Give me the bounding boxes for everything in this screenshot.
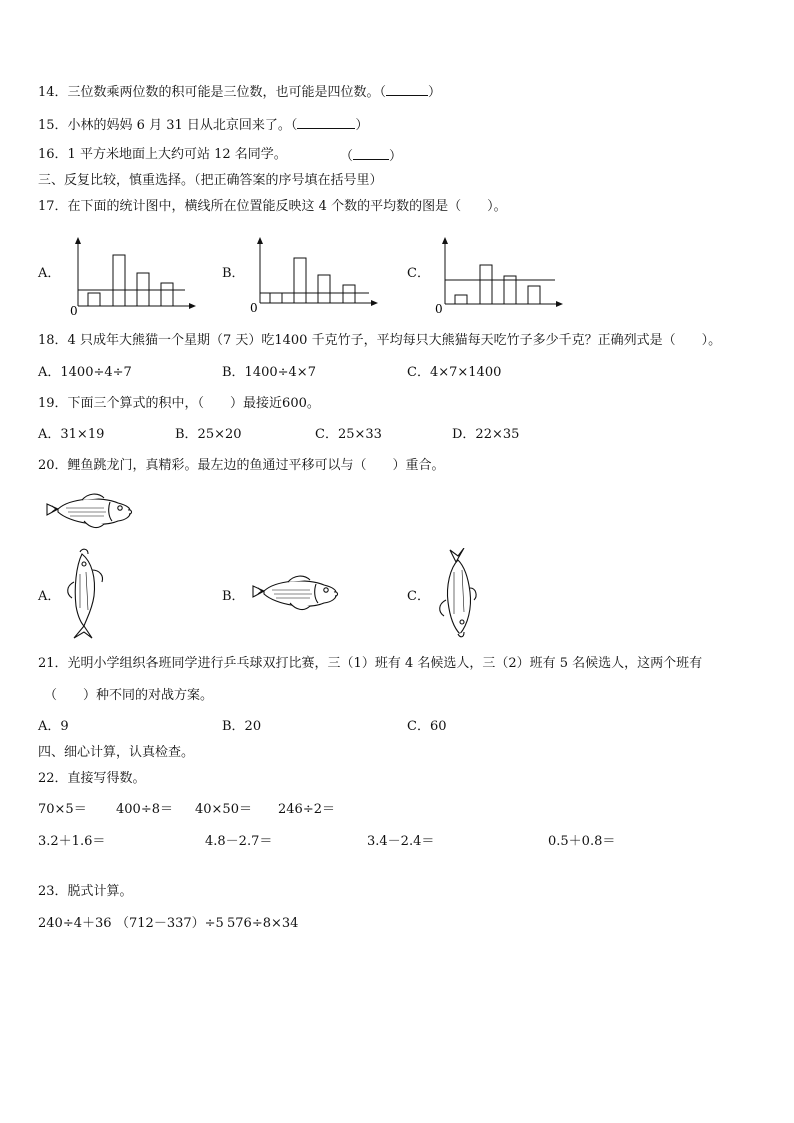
question-21-text: 21．光明小学组织各班同学进行乒乓球双打比赛，三（1）班有 4 名候选人，三（2）班有 5 名候选人，这两个班有: [38, 656, 703, 671]
question-16-text: 16．1 平方米地面上大约可站 12 名同学。: [38, 147, 287, 162]
q22-item-7[interactable]: 3.4－2.4＝: [367, 834, 435, 849]
q17-chart-b[interactable]: [248, 236, 384, 316]
q17-chart-a[interactable]: [64, 236, 200, 316]
question-15-text: 15．小林的妈妈 6 月 31 日从北京回来了。（: [38, 118, 298, 133]
reference-fish-image: [44, 490, 134, 536]
q23-item-3[interactable]: 576÷8×34: [227, 916, 299, 931]
q19-option-c[interactable]: C．25×33: [315, 427, 382, 442]
q18-option-b[interactable]: B．1400÷4×7: [222, 365, 316, 380]
q22-item-4[interactable]: 246÷2＝: [278, 802, 335, 817]
q17-chart-c-zero: 0: [435, 302, 443, 316]
q20-option-c-fish[interactable]: [430, 548, 484, 640]
answer-blank-14[interactable]: [386, 83, 428, 96]
q17-label-a: A．: [38, 266, 61, 281]
question-14: 14．三位数乘两位数的积可能是三位数，也可能是四位数。（ ）: [38, 85, 442, 100]
q17-chart-a-zero: 0: [70, 304, 78, 316]
q22-item-1[interactable]: 70×5＝: [38, 802, 87, 817]
q22-item-2[interactable]: 400÷8＝: [116, 802, 173, 817]
question-20-text: 20．鲤鱼跳龙门，真精彩。最左边的鱼通过平移可以与（ ）重合。: [38, 458, 445, 473]
question-21-text-continued: （ ）种不同的对战方案。: [44, 688, 214, 703]
answer-blank-16[interactable]: [353, 147, 389, 160]
question-14-text: 14．三位数乘两位数的积可能是三位数，也可能是四位数。（: [38, 85, 387, 100]
q20-option-b-fish[interactable]: [250, 572, 340, 618]
q22-item-3[interactable]: 40×50＝: [195, 802, 252, 817]
q22-item-5[interactable]: 3.2＋1.6＝: [38, 834, 106, 849]
q21-option-c[interactable]: C．60: [407, 719, 447, 734]
q22-item-6[interactable]: 4.8－2.7＝: [205, 834, 273, 849]
q18-option-a[interactable]: A．1400÷4÷7: [38, 365, 132, 380]
q21-option-b[interactable]: B．20: [222, 719, 262, 734]
q17-chart-b-zero: 0: [250, 301, 258, 315]
question-22-text: 22．直接写得数。: [38, 771, 146, 786]
q22-item-8[interactable]: 0.5＋0.8＝: [548, 834, 616, 849]
q18-option-c[interactable]: C．4×7×1400: [407, 365, 502, 380]
q23-item-2[interactable]: （712－337）÷5: [116, 916, 224, 931]
q19-option-a[interactable]: A．31×19: [38, 427, 105, 442]
question-15: 15．小林的妈妈 6 月 31 日从北京回来了。（ ）: [38, 118, 369, 133]
q21-option-a[interactable]: A．9: [38, 719, 69, 734]
section-3-heading: 三、反复比较，慎重选择。（把正确答案的序号填在括号里）: [38, 173, 383, 188]
question-18-text: 18．4 只成年大熊猫一个星期（7 天）吃1400 千克竹子，平均每只大熊猫每天吃竹子多少千克？正确列式是（ ）。: [38, 333, 722, 348]
q20-label-c: C．: [407, 589, 430, 604]
question-23-text: 23．脱式计算。: [38, 884, 133, 899]
q23-item-1[interactable]: 240÷4＋36: [38, 916, 112, 931]
q20-option-a-fish[interactable]: [58, 548, 112, 640]
question-17-text: 17．在下面的统计图中，横线所在位置能反映这 4 个数的平均数的图是（ ）。: [38, 199, 507, 214]
question-16-answer: （ ）: [340, 149, 403, 164]
question-19-text: 19．下面三个算式的积中，（ ）最接近600。: [38, 396, 320, 411]
q20-label-a: A．: [38, 589, 61, 604]
q17-label-c: C．: [407, 266, 430, 281]
answer-blank-15[interactable]: [297, 116, 355, 129]
question-16: [38, 147, 287, 163]
q17-label-b: B．: [222, 266, 245, 281]
q19-option-b[interactable]: B．25×20: [175, 427, 242, 442]
section-4-heading: 四、细心计算，认真检查。: [38, 745, 195, 760]
q20-label-b: B．: [222, 589, 245, 604]
q17-chart-c[interactable]: [433, 236, 569, 316]
q19-option-d[interactable]: D．22×35: [452, 427, 520, 442]
